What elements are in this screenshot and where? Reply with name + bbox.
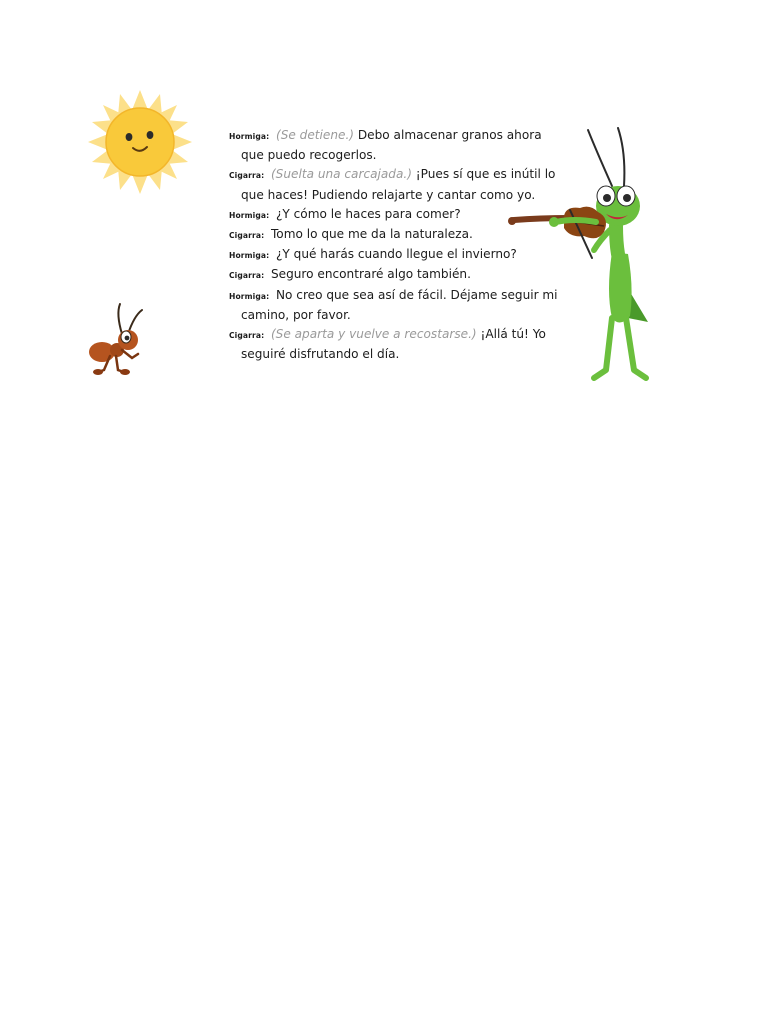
- dialogue-line: Cigarra: (Se aparta y vuelve a recostarse.) ¡Allá tú! Yo seguiré disfrutando el día.: [229, 327, 546, 362]
- dialogue-text: ¿Y cómo le haces para comer?: [276, 206, 461, 221]
- speaker-label: Cigarra: [229, 171, 262, 181]
- ant-character-icon: [86, 300, 148, 378]
- stage-direction: (Suelta una carcajada.): [270, 167, 412, 182]
- dialogue-text: Debo almacenar granos ahora que puedo recogerlos.: [241, 128, 542, 163]
- speaker-label: Cigarra: [229, 331, 262, 341]
- speaker-label: Cigarra: [229, 271, 262, 281]
- dialogue-text: ¡Allá tú! Yo seguiré disfrutando el día.: [241, 327, 546, 362]
- dialogue-line: Hormiga: (Se detiene.) Debo almacenar granos ahora que puedo recogerlos.: [229, 128, 542, 163]
- stage-direction: (Se aparta y vuelve a recostarse.): [270, 327, 477, 342]
- speaker-label: Hormiga: [229, 210, 267, 220]
- dialogue-line: Hormiga: ¿Y cómo le haces para comer?: [229, 206, 461, 221]
- smiling-sun-icon: [86, 88, 194, 196]
- dialogue-text: ¿Y qué harás cuando llegue el invierno?: [276, 247, 517, 262]
- dialogue-text: ¡Pues sí que es inútil lo que haces! Pudiendo relajarte y cantar como yo.: [241, 167, 556, 202]
- dialogue-text: Tomo lo que me da la naturaleza.: [270, 227, 473, 242]
- stage-direction: (Se detiene.): [276, 128, 355, 142]
- dialogue-block: [229, 126, 559, 364]
- dialogue-line: Hormiga: ¿Y qué harás cuando llegue el invierno?: [229, 247, 517, 262]
- speaker-label: Hormiga: [229, 132, 267, 141]
- speaker-label: Hormiga: [229, 251, 267, 261]
- speaker-label: Hormiga: [229, 291, 267, 301]
- dialogue-text: Seguro encontraré algo también.: [270, 267, 471, 282]
- dialogue-line: Cigarra: Seguro encontraré algo también.: [229, 267, 471, 282]
- dialogue-text: No creo que sea así de fácil. Déjame seguir mi camino, por favor.: [241, 287, 558, 322]
- dialogue-line: Cigarra: Tomo lo que me da la naturaleza.: [229, 227, 473, 242]
- speaker-label: Cigarra: [229, 231, 262, 241]
- dialogue-line: Cigarra: (Suelta una carcajada.) ¡Pues sí que es inútil lo que haces! Pudiendo relajarte y cantar como yo.: [229, 167, 556, 202]
- dialogue-line: Hormiga: No creo que sea así de fácil. Déjame seguir mi camino, por favor.: [229, 287, 558, 322]
